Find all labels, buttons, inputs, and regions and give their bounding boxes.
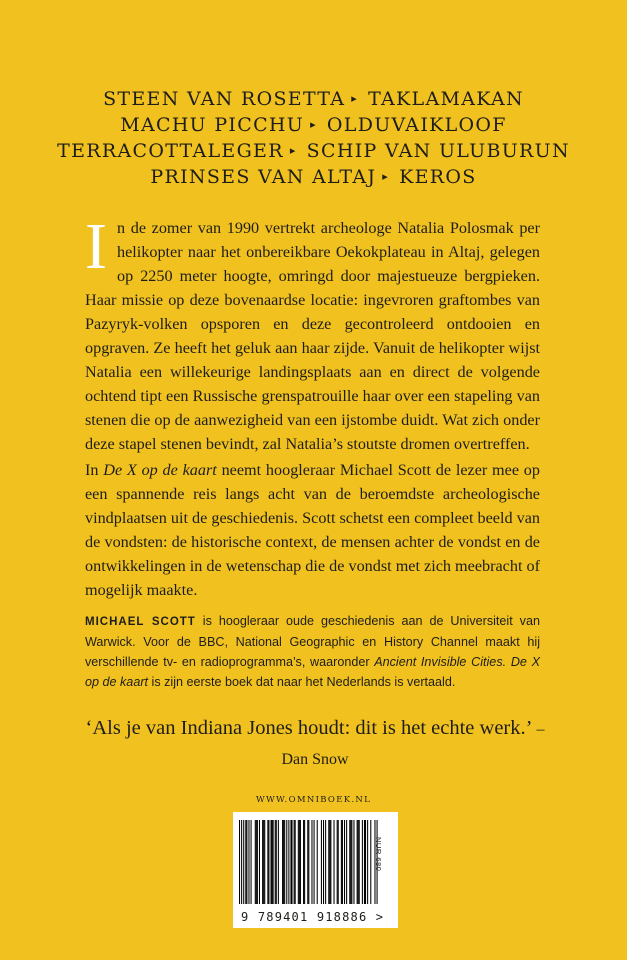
separator-icon: ▸ bbox=[382, 170, 390, 183]
separator-icon: ▸ bbox=[310, 118, 317, 131]
barcode-bar bbox=[299, 820, 300, 904]
barcode-bar bbox=[248, 820, 249, 904]
barcode-bar bbox=[311, 820, 312, 904]
barcode-bar bbox=[300, 820, 301, 904]
barcode-bar bbox=[294, 820, 295, 904]
barcode-bar bbox=[358, 820, 359, 904]
barcode-bar bbox=[334, 820, 335, 904]
archaeological-sites-list bbox=[0, 86, 627, 190]
barcode-bar bbox=[295, 820, 296, 904]
summary-paragraph: In De X op de kaart neemt hoogleraar Michael Scott de lezer mee op een spannende reis langs acht van de beroemdste archeologische vindplaatsen uit de geschiedenis. Scott schetst een compleet beeld van de vondsten: de historische context, de mensen achter de vondst en de ontwikkelingen in de wetenschap die de vondst met zich meebracht of mogelijk maakte. bbox=[85, 461, 540, 599]
intro-text: n de zomer van 1990 vertrekt archeologe Natalia Polosmak per helikopter naar het onbereikbare Oekokplateau in Altaj, gelegen op 2250 meter hoogte, omringd door majestueuze bergpieken. Haar missie op deze bovenaardse locatie: ingevroren graftombes van Pazyryk-volken opsporen en deze gecontroleerd ontdooien en opgraven. Ze heeft het geluk aan haar zijde. Vanuit de helikopter wijst Natalia een willekeurige landingsplaats aan en direct de volgende ochtend tipt een Russische grenspatrouille haar over een stapeling van stenen die op de aanwezigheid van een ijstombe duidt. Wat zich onder deze stapel stenen bevindt, zal Natalia’s stoutste dromen overtreffen. bbox=[85, 219, 540, 453]
barcode-bar bbox=[337, 820, 338, 904]
separator-icon: ▸ bbox=[289, 144, 297, 157]
barcode-bar bbox=[255, 820, 256, 904]
publisher-website[interactable]: WWW.OMNIBOEK.NL bbox=[255, 795, 372, 805]
barcode-bar bbox=[364, 820, 365, 904]
barcode-bar bbox=[298, 820, 299, 904]
barcode-bar bbox=[292, 820, 293, 904]
barcode-bar bbox=[357, 820, 358, 904]
sites-line-1: STEEN VAN ROSETTA ▸ TAKLAMAKAN bbox=[103, 88, 524, 110]
book-title: De X op de kaart bbox=[85, 655, 541, 689]
barcode-bar bbox=[246, 820, 247, 904]
barcode-bar bbox=[342, 820, 343, 904]
barcode-bar bbox=[362, 820, 363, 904]
drop-cap: I bbox=[85, 210, 107, 283]
barcode-bar bbox=[272, 820, 273, 904]
sites-line-4: PRINSES VAN ALTAJ ▸ KEROS bbox=[150, 166, 477, 188]
barcode-bar bbox=[283, 820, 284, 904]
barcode-bar bbox=[262, 820, 263, 904]
barcode-bar bbox=[284, 820, 285, 904]
barcode-bar bbox=[259, 820, 260, 904]
author-name: MICHAEL SCOTT bbox=[85, 616, 196, 628]
intro-paragraph bbox=[85, 210, 540, 456]
barcode-bar bbox=[243, 820, 244, 904]
barcode-bar bbox=[328, 820, 329, 904]
sites-line-2: MACHU PICCHU ▸ OLDUVAIKLOOF bbox=[120, 114, 507, 136]
barcode-bar bbox=[264, 820, 265, 904]
barcode-bar bbox=[325, 820, 326, 904]
barcode-bar bbox=[271, 820, 272, 904]
barcode-bar bbox=[323, 820, 324, 904]
barcode-bar bbox=[338, 820, 339, 904]
isbn-number: 9 789401 918886 > bbox=[241, 910, 385, 924]
barcode-bar bbox=[367, 820, 368, 904]
barcode-bar bbox=[245, 820, 246, 904]
barcode-bar bbox=[307, 820, 308, 904]
barcode-bar bbox=[239, 820, 240, 904]
isbn-barcode bbox=[233, 812, 398, 928]
sites-line-3: TERRACOTTALEGER ▸ SCHIP VAN ULUBURUN bbox=[57, 140, 570, 162]
barcode-bar bbox=[353, 820, 354, 904]
barcode-bar bbox=[256, 820, 257, 904]
endorsement-quote bbox=[85, 714, 545, 774]
barcode-bar bbox=[346, 820, 347, 904]
barcode-bar bbox=[370, 820, 371, 904]
barcode-bar bbox=[275, 820, 276, 904]
barcode-bar bbox=[308, 820, 309, 904]
barcode-bar bbox=[344, 820, 345, 904]
barcode-bar bbox=[288, 820, 289, 904]
barcode-bar bbox=[314, 820, 315, 904]
barcode-bar bbox=[276, 820, 277, 904]
barcode-bar bbox=[282, 820, 283, 904]
book-title: De X op de kaart bbox=[103, 461, 217, 479]
nur-code: NUR 680 bbox=[374, 837, 383, 872]
barcode-bar bbox=[273, 820, 274, 904]
barcode-bar bbox=[321, 820, 322, 904]
barcode-bar bbox=[351, 820, 352, 904]
barcode-bar bbox=[350, 820, 351, 904]
barcode-bar bbox=[330, 820, 331, 904]
barcode-bar bbox=[263, 820, 264, 904]
author-bio: MICHAEL SCOTT is hoogleraar oude geschiedenis aan de Universiteit van Warwick. Voor de BBC, National Geographic en History Channel maakt hij verschillende tv- en radioprogramma’s, waaronder Ancient Invisible Cities. De X op de kaart is zijn eerste boek dat naar het Nederlands is vertaald. bbox=[85, 614, 541, 689]
barcode-bar bbox=[317, 820, 318, 904]
barcode-bar bbox=[303, 820, 304, 904]
barcode-bar bbox=[257, 820, 258, 904]
barcode-bar bbox=[329, 820, 330, 904]
barcode-bar bbox=[349, 820, 350, 904]
barcode-bar bbox=[278, 820, 279, 904]
series-title: Ancient Invisible Cities. bbox=[374, 655, 507, 669]
barcode-bar bbox=[268, 820, 269, 904]
barcode-bar bbox=[251, 820, 252, 904]
barcode-bar bbox=[304, 820, 305, 904]
barcode-bar bbox=[341, 820, 342, 904]
barcode-bar bbox=[365, 820, 366, 904]
quote-attribution: – Dan Snow bbox=[281, 721, 545, 768]
barcode-bar bbox=[290, 820, 291, 904]
barcode-bar bbox=[267, 820, 268, 904]
separator-icon: ▸ bbox=[351, 92, 359, 105]
barcode-bar bbox=[241, 820, 242, 904]
barcode-bar bbox=[359, 820, 360, 904]
barcode-bar bbox=[286, 820, 287, 904]
quote-text: ‘Als je van Indiana Jones houdt: dit is het echte werk.’ bbox=[85, 717, 533, 739]
